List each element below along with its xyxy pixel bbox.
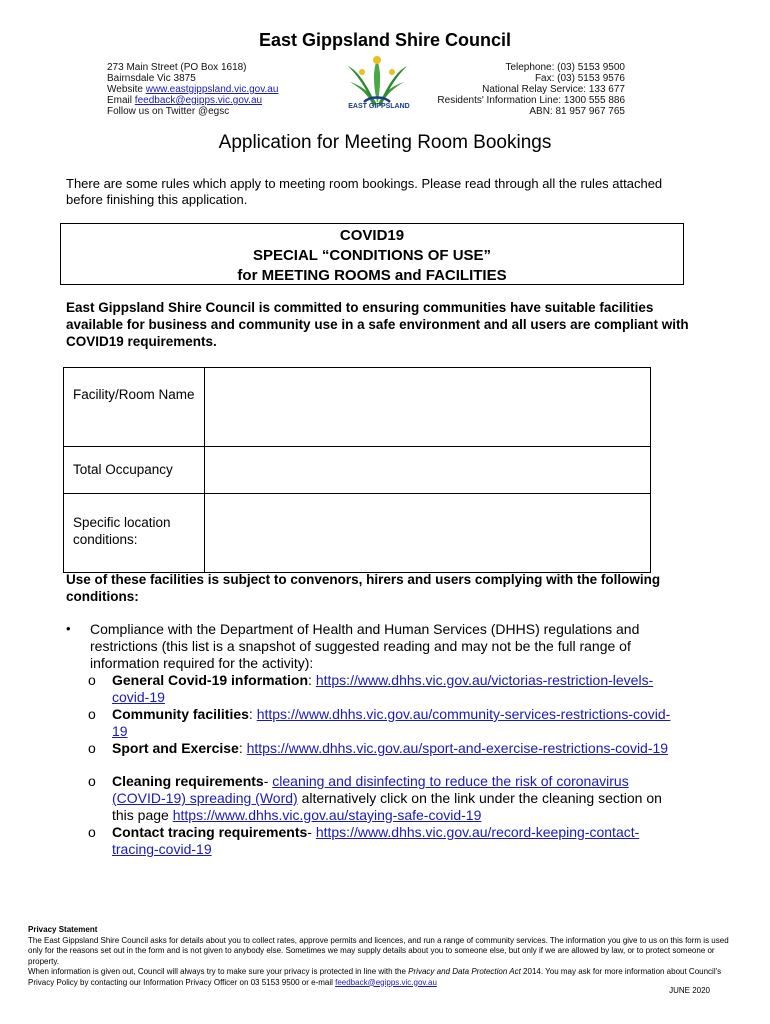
council-address — [107, 62, 278, 117]
location-conditions-field[interactable] — [205, 494, 651, 573]
contact-line: ABN: 81 957 967 765 — [529, 106, 625, 117]
covid-box-line: COVID19 — [339, 227, 405, 244]
contact-line: Residents' Information Line: 1300 555 886 — [437, 95, 625, 106]
location-label-cell — [64, 494, 205, 573]
booking-form-table — [63, 367, 651, 573]
cleaning-word-link[interactable]: cleaning and disinfecting to reduce the risk of coronavirus (COVID-19) spreading (Word) — [112, 773, 629, 806]
sport-exercise-link[interactable]: https://www.dhhs.vic.gov.au/sport-and-exercise-restrictions-covid-19 — [246, 740, 669, 756]
occupancy-label-cell — [64, 447, 205, 494]
general-covid-link[interactable]: https://www.dhhs.vic.gov.au/victorias-restriction-levels-covid-19 — [112, 672, 654, 705]
website-link[interactable]: www.eastgippsland.vic.gov.au — [145, 84, 279, 95]
document-date: JUNE 2020 — [669, 986, 710, 995]
covid-conditions-box — [60, 223, 684, 285]
privacy-statement: Privacy Statement The East Gippsland Shire Council asks for details about you to collect rates, approve permits and licences, and run a range of community services. The information you give to us on this form is used only for the reasons set out in the form and is not given to anybody else. Sometimes we may supply details about you to someone else, but only if we are allowed by law, or to protect someone or property. When information is given out, Council will always try to make sure your privacy is protected in line with the Privacy and Data Protection Act 2014. You may ask for more information about Council's Privacy Policy by contacting our Information Privacy Officer on 03 5153 9500 or e-mail feedback@egipps.vic.gov.au — [28, 925, 729, 987]
address-line: 273 Main Street (PO Box 1618) — [107, 62, 247, 73]
commitment-statement: East Gippsland Shire Council is committed to ensuring communities have suitable facilities available for business and community use in a safe environment and all users are compliant with COVID19 requirements. — [66, 300, 689, 349]
community-facilities-link[interactable]: https://www.dhhs.vic.gov.au/community-services-restrictions-covid-19 — [112, 706, 671, 739]
email-line: Email feedback@egipps.vic.gov.au — [107, 95, 263, 106]
conditions-heading: Use of these facilities is subject to convenors, hirers and users complying with the following conditions: — [66, 572, 661, 604]
privacy-heading: Privacy Statement — [28, 925, 98, 934]
facility-label: Facility/Room Name — [73, 387, 195, 402]
council-name: East Gippsland Shire Council — [258, 30, 512, 50]
page-title: Application for Meeting Room Bookings — [218, 132, 552, 153]
intro-text: There are some rules which apply to meeting room bookings. Please read through all the rules attached before finishing this application. — [66, 176, 663, 207]
twitter-line: Follow us on Twitter @egsc — [107, 106, 230, 117]
website-line: Website www.eastgippsland.vic.gov.au — [107, 84, 279, 95]
council-contact — [437, 62, 625, 117]
contact-line: National Relay Service: 133 677 — [482, 84, 625, 95]
dhhs-compliance-text: Compliance with the Department of Health and Human Services (DHHS) regulations and restrictions (this list is a snapshot of suggested reading and may not be the full range of information required for the activity): — [90, 621, 640, 671]
location-label: Specific location conditions: — [73, 515, 171, 547]
address-line: Bairnsdale Vic 3875 — [107, 73, 196, 84]
staying-safe-link[interactable]: https://www.dhhs.vic.gov.au/staying-safe-covid-19 — [172, 807, 482, 823]
covid-box-line: for MEETING ROOMS and FACILITIES — [237, 267, 507, 284]
contact-tracing-link[interactable]: https://www.dhhs.vic.gov.au/record-keeping-contact-tracing-covid-19 — [112, 824, 640, 857]
bullet-marker: • — [66, 621, 71, 636]
contact-line: Telephone: (03) 5153 9500 — [505, 62, 625, 73]
covid-box-line: SPECIAL “CONDITIONS OF USE” — [252, 247, 492, 264]
email-link[interactable]: feedback@egipps.vic.gov.au — [134, 95, 263, 106]
privacy-email-link[interactable]: feedback@egipps.vic.gov.au — [335, 977, 437, 987]
contact-line: Fax: (03) 5153 9576 — [534, 73, 625, 84]
facility-label-cell — [64, 368, 205, 447]
total-occupancy-field[interactable] — [205, 447, 651, 494]
logo-text: EAST GIPPSLAND — [348, 103, 410, 110]
occupancy-label: Total Occupancy — [73, 462, 173, 477]
privacy-text: The East Gippsland Shire Council asks for details about you to collect rates, approve permits and licences, and run a range of community services. The information you give to us on this form is used only for the reasons set out in the form and is not given to anybody else. Sometimes we may supply details about you to someone else, but only if we are allowed by law, or to protect someone or property. — [28, 935, 729, 966]
facility-name-field[interactable] — [205, 368, 651, 447]
